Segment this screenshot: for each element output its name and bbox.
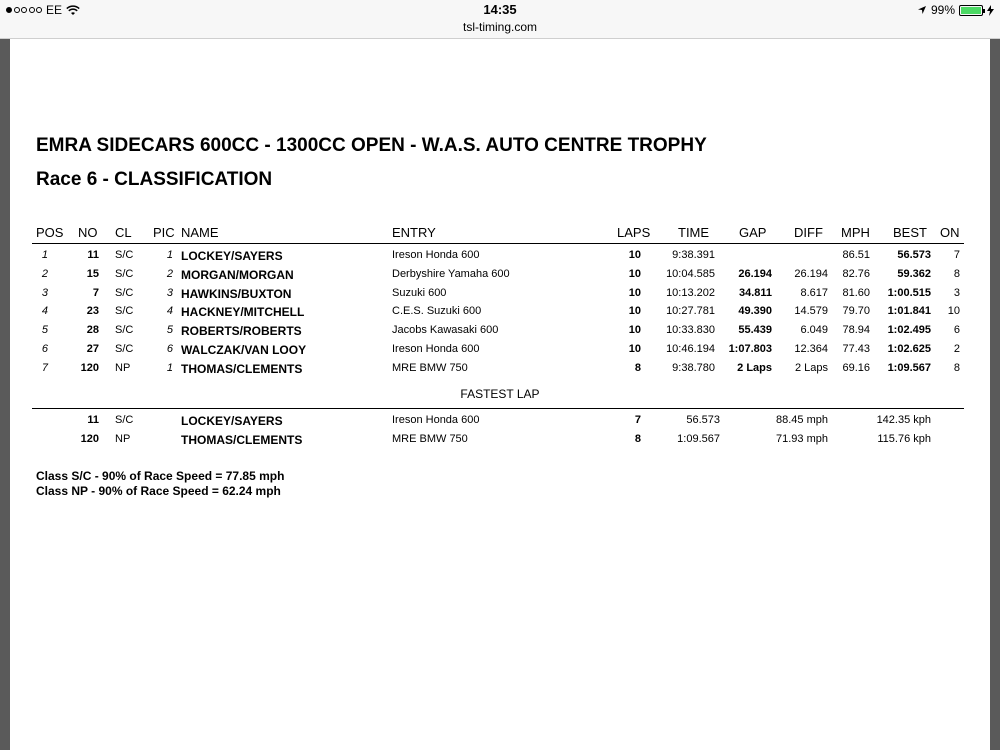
cell-mph: 82.76 <box>842 267 870 280</box>
cell-time: 10:33.830 <box>666 324 715 337</box>
cell-pos: 1 <box>41 249 48 261</box>
cell-no: 23 <box>86 305 99 318</box>
cell-on: 8 <box>953 267 960 280</box>
cell-mph: 88.45 mph <box>776 414 828 426</box>
clock: 14:35 <box>483 2 517 17</box>
status-bar <box>0 0 1000 20</box>
header-pos: POS <box>36 225 64 240</box>
cell-gap: 55.439 <box>738 324 772 337</box>
cell-cl: S/C <box>115 324 134 337</box>
header-name: NAME <box>181 225 219 240</box>
cell-laps: 10 <box>628 249 641 261</box>
cell-no: 15 <box>86 267 99 280</box>
cell-mph: 69.16 <box>842 361 870 374</box>
cell-gap: 1:07.803 <box>728 343 772 355</box>
cell-pic: 1 <box>166 361 173 374</box>
cell-time: 10:13.202 <box>666 286 715 299</box>
cell-diff: 6.049 <box>800 324 828 337</box>
cell-on: 8 <box>953 361 960 374</box>
cell-time: 10:27.781 <box>666 305 715 318</box>
cell-pic: 1 <box>166 249 173 261</box>
cell-time: 10:46.194 <box>666 343 715 355</box>
cell-on: 2 <box>953 343 960 355</box>
cell-name: THOMAS/CLEMENTS <box>181 433 303 447</box>
cell-diff: 8.617 <box>800 286 828 299</box>
battery-percent: 99% <box>930 3 955 17</box>
cell-diff: 2 Laps <box>794 361 828 374</box>
cell-best: 1:00.515 <box>887 286 931 299</box>
cell-laps: 10 <box>628 286 641 299</box>
cell-name: LOCKEY/SAYERS <box>181 414 283 428</box>
cell-best: 56.573 <box>897 249 931 261</box>
cell-laps: 10 <box>628 324 641 337</box>
cell-on: 10 <box>947 305 960 318</box>
header-no: NO <box>78 225 98 240</box>
cell-name: HACKNEY/MITCHELL <box>181 305 305 320</box>
cell-pos: 2 <box>41 267 48 280</box>
status-right <box>917 3 994 17</box>
cell-diff: 12.364 <box>794 343 828 355</box>
cell-gap: 26.194 <box>738 267 772 280</box>
cell-time: 56.573 <box>686 414 720 426</box>
cell-entry: Suzuki 600 <box>392 286 447 299</box>
battery-icon <box>959 5 983 16</box>
cell-pic: 2 <box>166 267 173 280</box>
cell-mph: 77.43 <box>842 343 870 355</box>
cell-pic: 5 <box>166 324 173 337</box>
cell-time: 9:38.780 <box>672 361 715 374</box>
cell-kph: 142.35 kph <box>876 414 931 426</box>
cell-laps: 10 <box>628 305 641 318</box>
cell-entry: Ireson Honda 600 <box>392 414 480 426</box>
carrier-label: EE <box>46 3 63 17</box>
cell-gap: 49.390 <box>738 305 772 318</box>
cell-no: 120 <box>80 361 99 374</box>
class-np-note: Class NP - 90% of Race Speed = 62.24 mph <box>36 484 281 498</box>
fastest-lap-heading: FASTEST LAP <box>460 387 540 401</box>
cell-best: 1:09.567 <box>887 361 931 374</box>
cell-no: 27 <box>86 343 99 355</box>
header-diff: DIFF <box>794 225 823 240</box>
header-pic: PIC <box>153 225 175 240</box>
cell-name: THOMAS/CLEMENTS <box>181 361 303 376</box>
cell-mph: 81.60 <box>842 286 870 299</box>
document-frame <box>0 39 1000 750</box>
cell-on: 6 <box>953 324 960 337</box>
cell-gap: 2 Laps <box>737 361 772 374</box>
cell-lap: 8 <box>634 433 641 445</box>
header-cl: CL <box>115 225 132 240</box>
header-mph: MPH <box>841 225 870 240</box>
cell-entry: MRE BMW 750 <box>392 361 468 374</box>
cell-on: 3 <box>953 286 960 299</box>
cell-no: 28 <box>86 324 99 337</box>
cell-mph: 78.94 <box>842 324 870 337</box>
header-entry: ENTRY <box>392 225 436 240</box>
cell-cl: NP <box>115 433 131 445</box>
cell-cl: S/C <box>115 343 134 355</box>
class-sc-note: Class S/C - 90% of Race Speed = 77.85 mph <box>36 469 285 483</box>
cell-cl: S/C <box>115 249 134 261</box>
cell-no: 7 <box>92 286 99 299</box>
header-time: TIME <box>678 225 710 240</box>
cell-name: HAWKINS/BUXTON <box>181 286 292 301</box>
header-best: BEST <box>893 225 927 240</box>
cell-best: 1:02.625 <box>887 343 931 355</box>
header-on: ON <box>940 225 960 240</box>
cell-lap: 7 <box>634 414 641 426</box>
cell-cl: S/C <box>115 267 134 280</box>
cell-time: 10:04.585 <box>666 267 715 280</box>
cell-no: 11 <box>87 249 99 261</box>
cell-best: 1:02.495 <box>887 324 931 337</box>
cell-time: 9:38.391 <box>672 249 715 261</box>
cell-entry: Ireson Honda 600 <box>392 343 480 355</box>
cell-mph: 71.93 mph <box>776 433 828 445</box>
cell-name: LOCKEY/SAYERS <box>181 249 283 263</box>
charging-bolt-icon <box>987 5 994 16</box>
header-laps: LAPS <box>617 225 651 240</box>
results-page <box>10 39 990 750</box>
cell-name: MORGAN/MORGAN <box>181 267 294 282</box>
cell-on: 7 <box>953 249 960 261</box>
header-divider <box>32 243 964 244</box>
cell-cl: S/C <box>115 305 134 318</box>
cell-pic: 4 <box>166 305 173 318</box>
page-subtitle: Race 6 - CLASSIFICATION <box>36 169 273 190</box>
cell-entry: Jacobs Kawasaki 600 <box>392 324 499 337</box>
cell-entry: MRE BMW 750 <box>392 433 468 445</box>
page-title: EMRA SIDECARS 600CC - 1300CC OPEN - W.A.S. AUTO CENTRE TROPHY <box>36 135 707 156</box>
cell-mph: 79.70 <box>842 305 870 318</box>
cell-laps: 10 <box>628 343 641 355</box>
cell-name: ROBERTS/ROBERTS <box>181 324 302 339</box>
cell-gap: 34.811 <box>738 286 772 299</box>
cell-laps: 8 <box>634 361 641 374</box>
cell-pic: 3 <box>166 286 173 299</box>
cell-name: WALCZAK/VAN LOOY <box>181 343 307 357</box>
cell-best: 1:01.841 <box>887 305 931 318</box>
cell-entry: C.E.S. Suzuki 600 <box>392 305 482 318</box>
cell-pos: 7 <box>41 361 48 374</box>
cell-pos: 4 <box>41 305 48 318</box>
header-gap: GAP <box>739 225 767 240</box>
url-bar[interactable]: tsl-timing.com <box>0 19 1000 39</box>
cell-entry: Derbyshire Yamaha 600 <box>392 267 510 280</box>
cell-pos: 5 <box>41 324 48 337</box>
location-arrow-icon <box>917 5 927 15</box>
cell-cl: S/C <box>115 286 134 299</box>
cell-cl: NP <box>115 361 131 374</box>
fastest-lap-divider <box>32 408 964 409</box>
cell-best: 59.362 <box>897 267 931 280</box>
cell-laps: 10 <box>628 267 641 280</box>
cell-pos: 3 <box>41 286 48 299</box>
cell-entry: Ireson Honda 600 <box>392 249 480 261</box>
cell-kph: 115.76 kph <box>877 433 931 445</box>
cell-pic: 6 <box>166 343 173 355</box>
cell-diff: 26.194 <box>794 267 828 280</box>
cell-time: 1:09.567 <box>677 433 720 445</box>
cell-cl: S/C <box>115 414 134 426</box>
cell-no: 120 <box>80 433 99 445</box>
cell-mph: 86.51 <box>842 249 870 261</box>
cell-diff: 14.579 <box>794 305 828 318</box>
cell-no: 11 <box>87 414 99 426</box>
cell-pos: 6 <box>41 343 48 355</box>
